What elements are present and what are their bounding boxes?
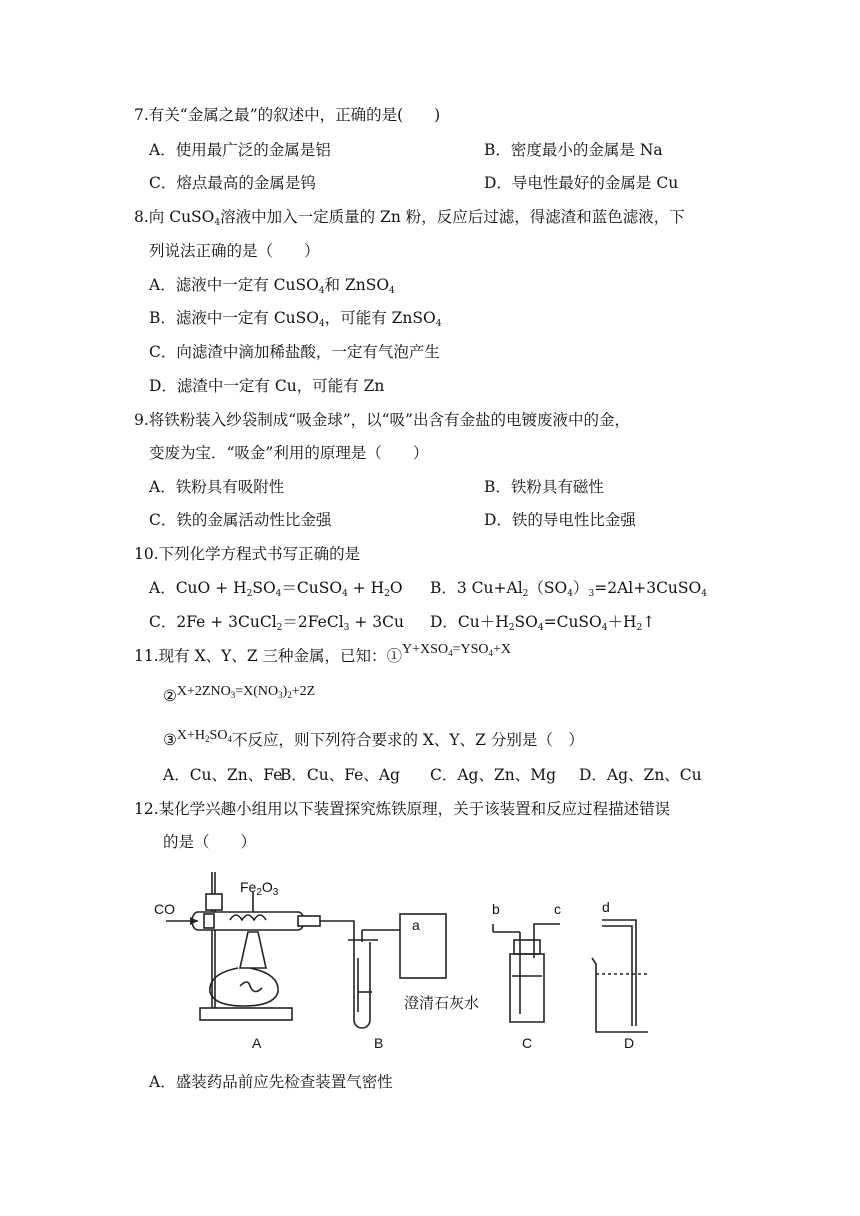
q8-option-d: D．滤渣中一定有 Cu，可能有 Zn <box>149 377 385 395</box>
fe2o3-label: $Fe_2O_3$ <box>240 879 279 898</box>
q10-option-d: D．$Cu+H_2SO_4=CuSO_4+H_2↑$ <box>430 613 656 633</box>
q11-eq3: $X+H_2SO_4$ <box>176 728 232 744</box>
q10-option-b: B．3 $Cu+Al_2(SO_4)_3=2Al+3CuSO_4$ <box>430 579 707 599</box>
q7-option-a: A．使用最广泛的金属是铝 <box>149 141 331 159</box>
co-label: CO <box>154 901 175 917</box>
q8-option-b: B．滤液中一定有 CuSO$_4$，可能有 ZnSO$_4$ <box>149 309 442 329</box>
apparatus-figure <box>148 862 648 1058</box>
label-c: C <box>522 1035 533 1051</box>
q7-option-c: C．熔点最高的金属是钨 <box>149 174 316 192</box>
q7-option-d: D．导电性最好的金属是 Cu <box>484 174 679 192</box>
q11-cond2: $②X+2ZNO_3=X(NO_3)_2+2Z$ <box>163 684 316 705</box>
label-b: B <box>374 1035 384 1051</box>
apparatus-c <box>493 924 560 1022</box>
q11-option-d: D．Ag、Zn、Cu <box>579 766 702 784</box>
q11-stem: 11.现有 X、Y、Z 三种金属，已知：$①Y+XSO_4=YSO_4+X$ <box>134 642 511 665</box>
q11-eq1: $Y+XSO_4=YSO_4+X$ <box>402 642 511 658</box>
q12-stem-line2: 的是（ ） <box>163 833 257 851</box>
port-d-label: d <box>602 899 610 915</box>
label-a: A <box>252 1035 262 1051</box>
q8-stem-line2: 列说法正确的是（ ） <box>149 242 320 260</box>
q11-option-a: A．Cu、Zn、Fe <box>163 766 283 784</box>
q8-option-c: C．向滤渣中滴加稀盐酸，一定有气泡产生 <box>149 343 440 361</box>
q10-option-a: A．CuO + $H_2SO_4=CuSO_4 + H_2O$ <box>149 579 403 599</box>
apparatus-d <box>592 920 648 1032</box>
q9-stem-line2: 变废为宝．“吸金”利用的原理是（ ） <box>149 444 429 462</box>
q9-option-a: A．铁粉具有吸附性 <box>149 478 285 496</box>
port-c-label: c <box>554 901 561 917</box>
q10-stem: 10.下列化学方程式书写正确的是 <box>134 545 361 563</box>
limewater-label: 澄清石灰水 <box>404 995 480 1012</box>
q11-eq2: $X+2ZNO_3=X(NO_3)_2+2Z$ <box>176 684 316 700</box>
q12-option-a: A．盛装药品前应先检查装置气密性 <box>149 1073 393 1091</box>
q9-option-c: C．铁的金属活动性比金强 <box>149 511 332 529</box>
q11-cond3: $③X+H_2SO_4$不反应，则下列符合要求的 X、Y、Z 分别是（ ） <box>163 728 584 749</box>
q12-stem: 12.某化学兴趣小组用以下装置探究炼铁原理，关于该装置和反应过程描述错误 <box>134 800 671 818</box>
q8-option-a: A．滤液中一定有 CuSO$_4$和 ZnSO$_4$ <box>149 276 395 296</box>
q7-option-b: B．密度最小的金属是 Na <box>484 141 663 159</box>
q10-option-c: C．2Fe + 3CuCl$_2$＝2FeCl$_3$ + 3Cu <box>149 613 404 633</box>
q8-stem: 8.向 CuSO$_4$溶液中加入一定质量的 Zn 粉，反应后过滤，得滤渣和蓝色滤液，下 <box>134 208 685 228</box>
q9-stem: 9.将铁粉装入纱袋制成“吸金球”，以“吸”出含有金盐的电镀废液中的金， <box>134 411 630 429</box>
q11-option-c: C．Ag、Zn、Mg <box>430 766 557 784</box>
q11-option-b: B．Cu、Fe、Ag <box>280 766 400 784</box>
port-a-label: a <box>412 917 420 933</box>
q9-option-b: B．铁粉具有磁性 <box>484 478 604 496</box>
label-d: D <box>624 1035 635 1051</box>
q9-option-d: D．铁的导电性比金强 <box>484 511 636 529</box>
q7-stem: 7.有关“金属之最”的叙述中，正确的是( ) <box>134 106 441 124</box>
port-b-label: b <box>492 901 500 917</box>
